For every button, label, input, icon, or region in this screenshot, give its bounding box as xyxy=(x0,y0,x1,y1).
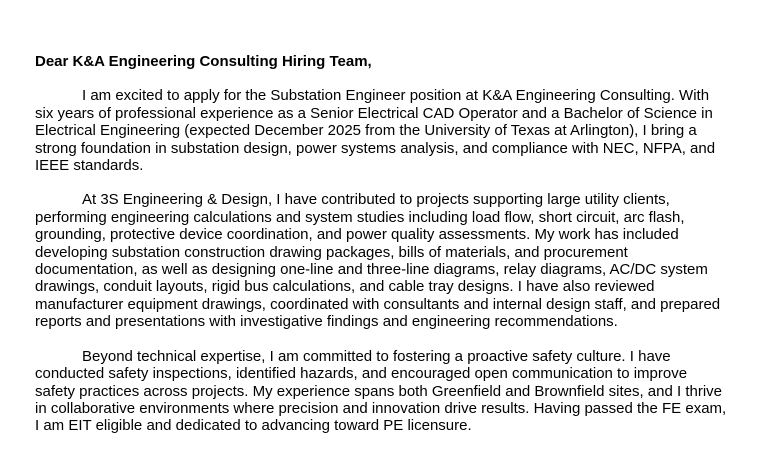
paragraph-line: strong foundation in substation design, power systems analysis, and compliance with NEC, NFPA, and xyxy=(35,139,716,157)
paragraph-line: safety practices across projects. My experience spans both Greenfield and Brownfield sites, and I thrive xyxy=(35,382,723,400)
paragraph-line: IEEE standards. xyxy=(35,157,144,175)
paragraph-line: I am EIT eligible and dedicated to advancing toward PE licensure. xyxy=(35,417,472,435)
paragraph-line: conducted safety inspections, identified hazards, and encouraged open communication to improve xyxy=(35,365,688,383)
paragraph-line: Electrical Engineering (expected December 2025 from the University of Texas at Arlington), I bring a xyxy=(35,122,697,140)
paragraph-line: documentation, as well as designing one-line and three-line diagrams, relay diagrams, AC/DC system xyxy=(35,261,708,279)
cover-letter xyxy=(35,53,777,452)
paragraph-line: reports and presentations with investigative findings and engineering recommendations. xyxy=(35,313,618,331)
paragraph-line: six years of professional experience as a Senior Electrical CAD Operator and a Bachelor of Science in xyxy=(35,104,713,122)
paragraph-line: I am excited to apply for the Substation Engineer position at K&A Engineering Consulting. With xyxy=(82,87,710,105)
salutation: Dear K&A Engineering Consulting Hiring Team, xyxy=(35,53,372,70)
paragraph-line: manufacturer equipment drawings, coordinated with consultants and internal design staff, and prepared xyxy=(35,295,721,313)
paragraph-line: grounding, protective device coordination, and power quality assessments. My work has included xyxy=(35,226,679,244)
paragraph-line: Beyond technical expertise, I am committed to fostering a proactive safety culture. I have xyxy=(82,347,671,365)
paragraph-line: At 3S Engineering & Design, I have contributed to projects supporting large utility clients, xyxy=(82,191,670,209)
paragraph-safety xyxy=(35,348,777,435)
paragraph-line: developing substation construction drawing packages, bills of materials, and procurement xyxy=(35,243,628,261)
paragraph-experience xyxy=(35,191,777,330)
paragraph-line: drawings, conduit layouts, rigid bus calculations, and cable tray designs. I have also reviewed xyxy=(35,278,655,296)
paragraph-line: performing engineering calculations and system studies including load flow, short circuit, arc flash, xyxy=(35,208,685,226)
paragraph-intro xyxy=(35,87,777,174)
paragraph-line: in collaborative environments where precision and innovation drive results. Having passed the FE exam, xyxy=(35,399,727,417)
